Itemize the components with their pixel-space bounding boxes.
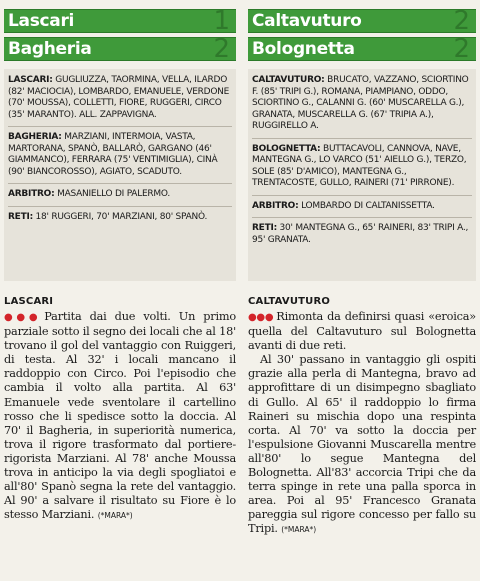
referee-label: ARBITRO: (252, 200, 299, 211)
home-lineup (8, 75, 232, 127)
goals-label: RETI: (8, 211, 33, 222)
referee-text: LOMBARDO DI CALTANISSETTA. (301, 200, 435, 211)
report-dateline: LASCARI (4, 296, 54, 307)
goals-label: RETI: (252, 223, 277, 233)
report-text: Al 30' passano in vantaggio gli ospiti grazie alla perla di Mantegna, bravo ad approfittare di un disimpegno sbagliato di Gullo. Al 65' il raddoppio lo firma Raineri su mischia dopo una respinta corta. Al 70' va sotto la doccia per l'espulsione Giovanni Muscarella mentre all'80' lo segue Mantegna del Bolognetta. All'83' accorcia Tripi che da terra spinge in rete una palla sporca in area. Poi al 95' Francesco Granata pareggia sul rigore concesso per fallo su Tripi. (248, 353, 476, 536)
match-report (248, 296, 476, 538)
goals (252, 223, 472, 251)
report-paragraph (248, 353, 476, 537)
home-team-score: 1 (213, 6, 230, 36)
author-signature: (*MARA*) (281, 525, 317, 535)
referee (8, 189, 232, 207)
bullet-dots-icon: ●●● (4, 312, 42, 323)
report-paragraph (4, 310, 236, 523)
match-column-lascari-bagheria (4, 0, 236, 523)
away-lineup-text: BUTTACAVOLI, CANNOVA, NAVE, MANTEGNA G., LO VARCO (51' AIELLO G.), TERZO, SOLE (85' D'AMICO), MANTEGNA G., TRENTACOSTE, GULLO, RAINERI (71' PIRRONE). (252, 143, 467, 188)
referee (252, 201, 472, 219)
goals (8, 212, 232, 229)
bullet-dots-icon: ●●● (248, 312, 274, 323)
home-team-name: Lascari (8, 11, 75, 31)
away-team-name: Bagheria (8, 39, 92, 59)
report-text: Partita dai due volti. Un primo parziale sotto il segno dei locali che al 18' trovano il gol del vantaggio con Ruiggeri, di testa. Al 32' i locali mancano il raddoppio con Circo. Poi l'episodio che cambia il volto alla partita. Al 63' Emanuele vede sventolare il cartellino rosso che li spedisce sotto la doccia. Al 70' il Bagheria, in superiorità numerica, trova il rigore trasformato dal portiere-rigorista Marziani. Al 78' anche Moussa trova in anticipo la via degli spogliatoi e all'80' Spanò segna la rete del vantaggio. Al 90' a salvare il risultato su Fiore è lo stesso Marziani. (4, 310, 237, 522)
away-team-score: 2 (453, 34, 470, 64)
away-lineup (252, 144, 472, 196)
match-details-box (248, 69, 476, 281)
away-lineup (8, 132, 232, 184)
home-lineup-label: LASCARI: (8, 75, 53, 85)
report-dateline: CALTAVUTURO (248, 296, 331, 307)
away-team-banner (248, 34, 476, 64)
home-team-banner (248, 6, 476, 36)
match-report (4, 296, 236, 523)
home-team-banner (4, 6, 236, 36)
author-signature: (*MARA*) (97, 511, 133, 521)
home-lineup-text: BRUCATO, VAZZANO, SCIORTINO F. (85' TRIPI G.), ROMANA, PIAMPIANO, ODDO, SCIORTINO G., CALANNI G. (60' MUSCARELLA G.), GRANATA, MUSCARELLA G. (67' TRIPIA A.), RUGGIRELLO A. (252, 75, 469, 131)
home-lineup-label: CALTAVUTURO: (252, 75, 325, 85)
referee-label: ARBITRO: (8, 189, 55, 199)
away-team-banner (4, 34, 236, 64)
report-text: Rimonta da definirsi quasi «eroica» quella del Caltavuturo sul Bolognetta avanti di due reti. (248, 310, 476, 353)
goals-text: 30' MANTEGNA G., 65' RAINERI, 83' TRIPI A., 95' GRANATA. (252, 223, 469, 245)
match-column-caltavuturo-bolognetta (248, 0, 476, 538)
away-team-name: Bolognetta (252, 39, 355, 59)
home-lineup-text: GUGLIUZZA, TAORMINA, VELLA, ILARDO (82' MACIOCIA), LOMBARDO, EMANUELE, VERDONE (70' MOUSSA), COLLETTI, FIORE, RUGGERI, CIRCO (35' MARANTO). ALL. ZAPPAVIGNA. (8, 75, 230, 120)
home-lineup (252, 75, 472, 139)
goals-text: 18' RUGGERI, 70' MARZIANI, 80' SPANÒ. (35, 211, 208, 222)
away-lineup-label: BAGHERIA: (8, 132, 62, 142)
match-details-box (4, 69, 236, 281)
referee-text: MASANIELLO DI PALERMO. (57, 189, 170, 199)
away-lineup-label: BOLOGNETTA: (252, 143, 321, 154)
report-paragraph (248, 310, 476, 353)
home-team-name: Caltavuturo (252, 11, 362, 31)
home-team-score: 2 (453, 6, 470, 36)
away-lineup-text: MARZIANI, INTERMOIA, VASTA, MARTORANA, SPANÒ, BALLARÒ, GARGANO (46' GIAMMANCO), FERRARA (75' VENTIMIGLIA), CINÀ (90' BIANCOROSSO), AGIATO, SCADUTO. (8, 132, 218, 177)
away-team-score: 2 (213, 34, 230, 64)
